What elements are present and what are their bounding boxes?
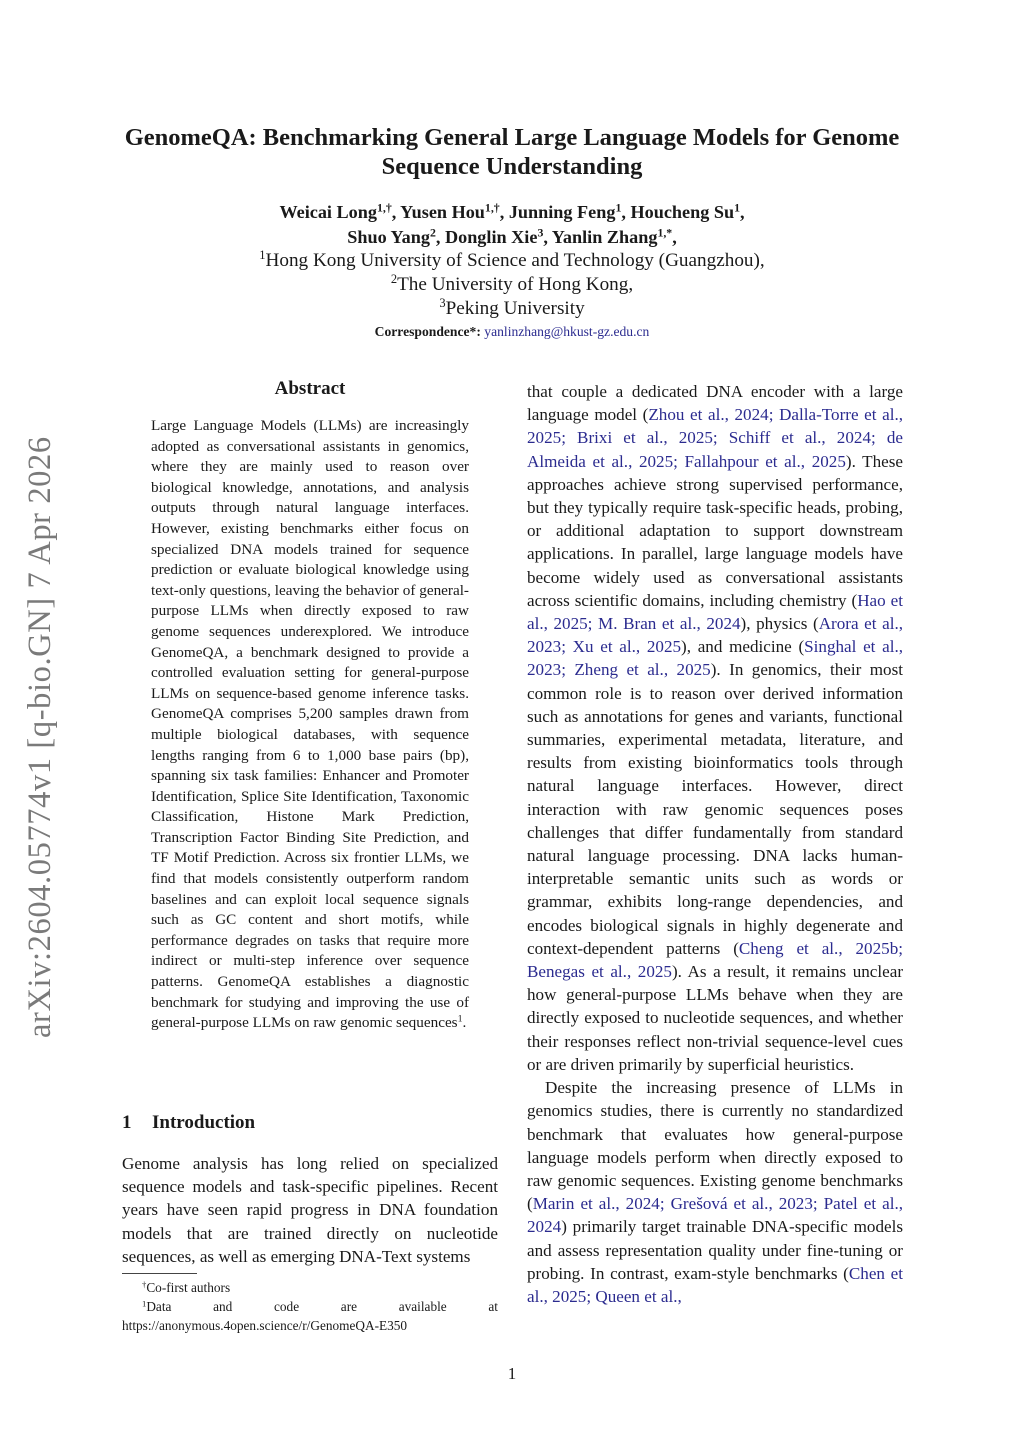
affiliation: Hong Kong University of Science and Technology (Guangzhou), [265,250,765,271]
author: Yanlin Zhang [551,227,658,247]
body-text: ). These approaches achieve strong supervised performance, but they typically require task-specific heads, probing, or additional adaptation to support downstream applications. In parallel, large language models have become widely used as conversational assistants across scientific domains, including chemistry ( [527,451,903,610]
section-heading-introduction [122,1112,255,1134]
footnotes [122,1278,498,1335]
citation-link[interactable]: Singhal et al., 2023; Zheng et al., 2025 [527,637,903,680]
affiliation-mark: 2 [390,272,398,287]
author-mark: 1,† [376,200,392,215]
citation-link[interactable]: Hao et al., 2025; M. Bran et al., 2024 [527,590,903,634]
body-text: ) primarily target trainable DNA-specific models and assess representation quality under fine-tuning or probing. In contrast, exam-style benchmarks ( [527,1217,903,1283]
author-list: Weicai Long$^{1,\dagger}$, Yusen Hou$^{1,\dagger}$, Junning Feng$^1$, Houcheng Su$^1$, Shuo Yang$^2$, Donglin Xie$^3$, Yanlin Zhang$^{1,*}$, [279,200,745,247]
body-paragraph [527,1076,903,1308]
author-mark: 1,† [484,200,500,215]
body-text: ). As a result, it remains unclear how general-purpose LLMs behave when they are directly exposed to nucleotide sequences, and whether their responses reflect non-trivial sequence-level cues or are driven primarily by superficial heuristics. [527,962,904,1074]
correspondence-label: Correspondence*: [374,324,481,339]
author: Houcheng Su [630,202,735,222]
abstract-body: Large Language Models (LLMs) are increasingly adopted as conversational assistants in genomics, where they are mainly used to reason over biological knowledge, annotations, and analysis outputs through natural language interfaces. However, existing benchmarks either focus on specialized DNA models trained for sequence prediction or evaluate biological knowledge using text-only questions, leaving the behavior of general-purpose LLMs when directly exposed to raw genome sequences underexplored. We introduce GenomeQA, a benchmark designed to provide a controlled evaluation setting for general-purpose LLMs on sequence-based genome inference tasks. GenomeQA comprises 5,200 samples drawn from multiple biological databases, with sequence lengths ranging from 6 to 1,000 base pairs (bp), spanning six task families: Enhancer and Promoter Identification, Splice Site Identification, Taxonomic Classification, Histone Mark Prediction, Transcription Factor Binding Site Prediction, and TF Motif Prediction. Across six frontier LLMs, we find that models consistently outperform random baselines and can exploit local sequence signals such as GC content and short motifs, while performance degrades on tasks that require more indirect or multi-step inference over sequence patterns. GenomeQA establishes a diagnostic benchmark for studying and improving the use of general-purpose LLMs on raw genomic sequences [151,417,469,1032]
footnote-url-link[interactable]: https://anonymous.4open.science/r/GenomeQA-E350 [122,1318,408,1333]
affiliation-mark: 1 [259,248,266,263]
footnote-ref[interactable]: 1 [457,1013,463,1025]
abstract-heading: Abstract [274,378,346,399]
author-mark: 1 [734,200,740,215]
affiliation-list [100,249,924,321]
body-text: Despite the increasing presence of LLMs in genomics studies, there is currently no standardized benchmark that evaluates how general-purpose language models perform when directly exposed to raw genomic sequences. Existing genome benchmarks ( [527,1078,903,1214]
title-line-1: GenomeQA: Benchmarking General Large Language Models for Genome [124,124,900,151]
footnote-data-code [122,1297,498,1316]
paper-title [100,123,924,181]
affiliation: Peking University [445,298,585,319]
author: Weicai Long [279,202,377,222]
citation-link[interactable]: Arora et al., 2023; Xu et al., 2025 [527,614,903,657]
correspondence [100,324,924,340]
author: Donglin Xie [444,227,538,247]
page-number: 1 [507,1364,517,1383]
section-title: Introduction [152,1112,256,1133]
footnote-text: Data and code are available at [146,1299,498,1314]
author: Yusen Hou [400,202,485,222]
body-paragraph [527,380,903,1076]
correspondence-email-link[interactable]: yanlinzhang@hkust-gz.edu.cn [484,324,650,339]
author: Junning Feng [508,202,616,222]
body-text: ), physics ( [740,614,819,634]
citation-link[interactable]: Marin et al., 2024; Grešová et al., 2023; Patel et al., 2024 [527,1194,903,1237]
body-text: ). In genomics, their most common role is to reason over derived information such as annotations for genes and variants, functional summaries, experimental metadata, literature, and results from existing bioinformatics tools through natural language interfaces. However, direct interaction with raw genomic sequences poses challenges that differ fundamentally from standard natural language processing. DNA lacks human-interpretable semantic units such as words or grammar, exhibits long-range dependencies, and encodes biological signals in highly degenerate and context-dependent patterns ( [527,660,904,958]
body-text: that couple a dedicated DNA encoder with a large language model ( [527,382,903,425]
body-text: ), and medicine ( [681,637,805,657]
footnote-divider [122,1273,197,1274]
footnote-mark: 1 [142,1298,147,1309]
author-mark: 1 [615,200,622,215]
author-mark: 3 [537,225,544,240]
citation-link[interactable]: Chen et al., 2025; Queen et al., [527,1263,903,1306]
affiliation: The University of Hong Kong, [397,274,634,295]
footnote-co-first [122,1278,498,1297]
citation-link[interactable]: Zhou et al., 2024; Dalla-Torre et al., 2025; Brixi et al., 2025; Schiff et al., 2024; de Almeida et al., 2025; Fallahpour et al., 2025 [527,405,903,471]
author: Shuo Yang [347,227,430,247]
footnote-text: Co-first authors [146,1280,231,1295]
section-number: 1 [122,1112,132,1133]
author-mark: 2 [429,225,436,240]
citation-link[interactable]: Cheng et al., 2025b; Benegas et al., 2025 [527,938,903,982]
title-line-2: Sequence Understanding [381,153,643,180]
abstract-period: . [462,1014,467,1032]
footnote-mark: † [142,1279,147,1290]
introduction-paragraph: Genome analysis has long relied on specialized sequence models and task-specific pipelines. Recent years have seen rapid progress in DNA foundation models that are trained directly on nucleotide sequences, as well as emerging DNA-Text systems [122,1154,498,1266]
author-mark: 1,* [657,225,673,240]
abstract-text [151,416,469,1034]
arxiv-identifier: arXiv:2604.05774v1 [q-bio.GN] 7 Apr 2026 [22,436,58,1038]
affiliation-mark: 3 [439,296,446,311]
right-column [527,380,903,1308]
